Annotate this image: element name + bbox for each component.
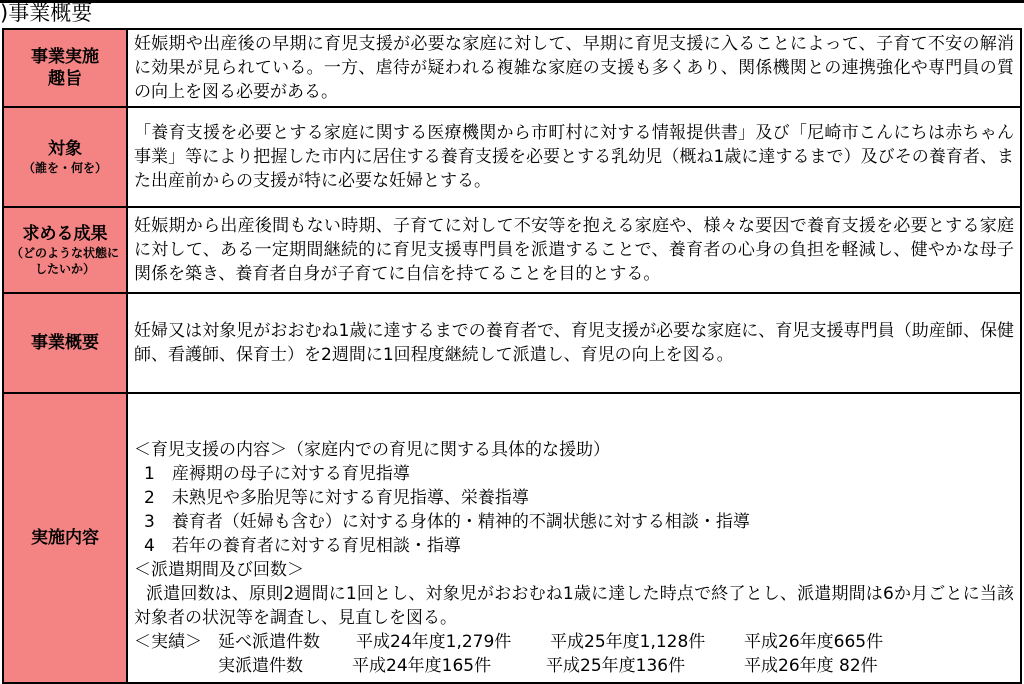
table-row <box>3 107 1021 207</box>
section-title: )事業概要 <box>0 1 93 25</box>
row-label-outcome <box>3 207 127 293</box>
row-sublabel-text: （どのような状態にしたいか） <box>10 246 119 276</box>
row-text-outcome: 妊娠期から出産後間もない時期、子育てに対して不安等を抱える家庭や、様々な要因で養育支援を必要とする家庭に対して、ある一定期間継続的に育児支援専門員を派遣することで、養育者の心身の負担を軽減し、健やかな母子関係を築き、養育者自身が子育てに自信を持てることを目的とする。 <box>127 207 1021 293</box>
results-value: 平成26年度665件 <box>744 632 884 652</box>
row-label-text: 実施内容 <box>31 528 99 548</box>
results-name: 実派遣件数 <box>218 656 303 676</box>
table-row <box>3 293 1021 393</box>
period-heading: ＜派遣期間及び回数＞ <box>134 560 304 580</box>
content-heading: ＜育児支援の内容＞（家庭内での育児に関する具体的な援助） <box>134 440 610 460</box>
project-overview-table <box>2 28 1022 684</box>
row-label-summary <box>3 293 127 393</box>
row-label-target <box>3 107 127 207</box>
results-row <box>134 654 1014 678</box>
row-label-text: 事業概要 <box>31 333 99 353</box>
table-row <box>3 29 1021 107</box>
period-text: 派遣回数は、原則2週間に1回とし、対象児がおおむね1歳に達した時点で終了とし、派遣期間は6か月ごとに当該対象者の状況等を調査し、見直しを図る。 <box>134 584 1014 628</box>
results-value: 平成24年度1,279件 <box>356 632 512 652</box>
results-name: 延べ派遣件数 <box>218 632 320 652</box>
results-row <box>134 630 1014 654</box>
table-row <box>3 393 1021 683</box>
row-text-summary: 妊婦又は対象児がおおむね1歳に達するまでの養育者で、育児支援が必要な家庭に、育児支援専門員（助産師、保健師、看護師、保育士）を2週間に1回程度継続して派遣し、育児の向上を図る。 <box>127 293 1021 393</box>
row-label-text: 事業実施 趣旨 <box>31 47 99 89</box>
row-label-details <box>3 393 127 683</box>
results-label: ＜実績＞ <box>134 632 202 652</box>
content-item: 2 未熟児や多胎児等に対する育児指導、栄養指導 <box>144 488 529 508</box>
row-text-purpose: 妊娠期や出産後の早期に育児支援が必要な家庭に対して、早期に育児支援に入ることによって、子育て不安の解消に効果が見られている。一方、虐待が疑われる複雑な家庭の支援も多くあり、関係機関との連携強化や専門員の質の向上を図る必要がある。 <box>127 29 1021 107</box>
results-value: 平成26年度 82件 <box>744 656 878 676</box>
row-label-text: 対象 <box>48 139 82 159</box>
content-item: 4 若年の養育者に対する育児相談・指導 <box>144 536 461 556</box>
results-value: 平成25年度1,128件 <box>550 632 706 652</box>
row-label-text: 求める成果 <box>22 224 108 244</box>
row-sublabel-text: （誰を・何を） <box>22 161 107 175</box>
top-border-line <box>0 0 1024 3</box>
row-text-target: 「養育支援を必要とする家庭に関する医療機関から市町村に対する情報提供書」及び「尼崎市こんにちは赤ちゃん事業」等により把握した市内に居住する養育支援を必要とする乳幼児（概ね1歳に達するまで）及びその養育者、また出産前からの支援が特に必要な妊婦とする。 <box>127 107 1021 207</box>
row-label-purpose <box>3 29 127 107</box>
table-row <box>3 207 1021 293</box>
results-value: 平成25年度136件 <box>546 656 686 676</box>
results-value: 平成24年度165件 <box>352 656 492 676</box>
row-content-details <box>127 393 1021 683</box>
content-item: 1 産褥期の母子に対する育児指導 <box>144 464 410 484</box>
content-item: 3 養育者（妊婦も含む）に対する身体的・精神的不調状態に対する相談・指導 <box>144 512 750 532</box>
results-label-spacer <box>134 654 218 678</box>
